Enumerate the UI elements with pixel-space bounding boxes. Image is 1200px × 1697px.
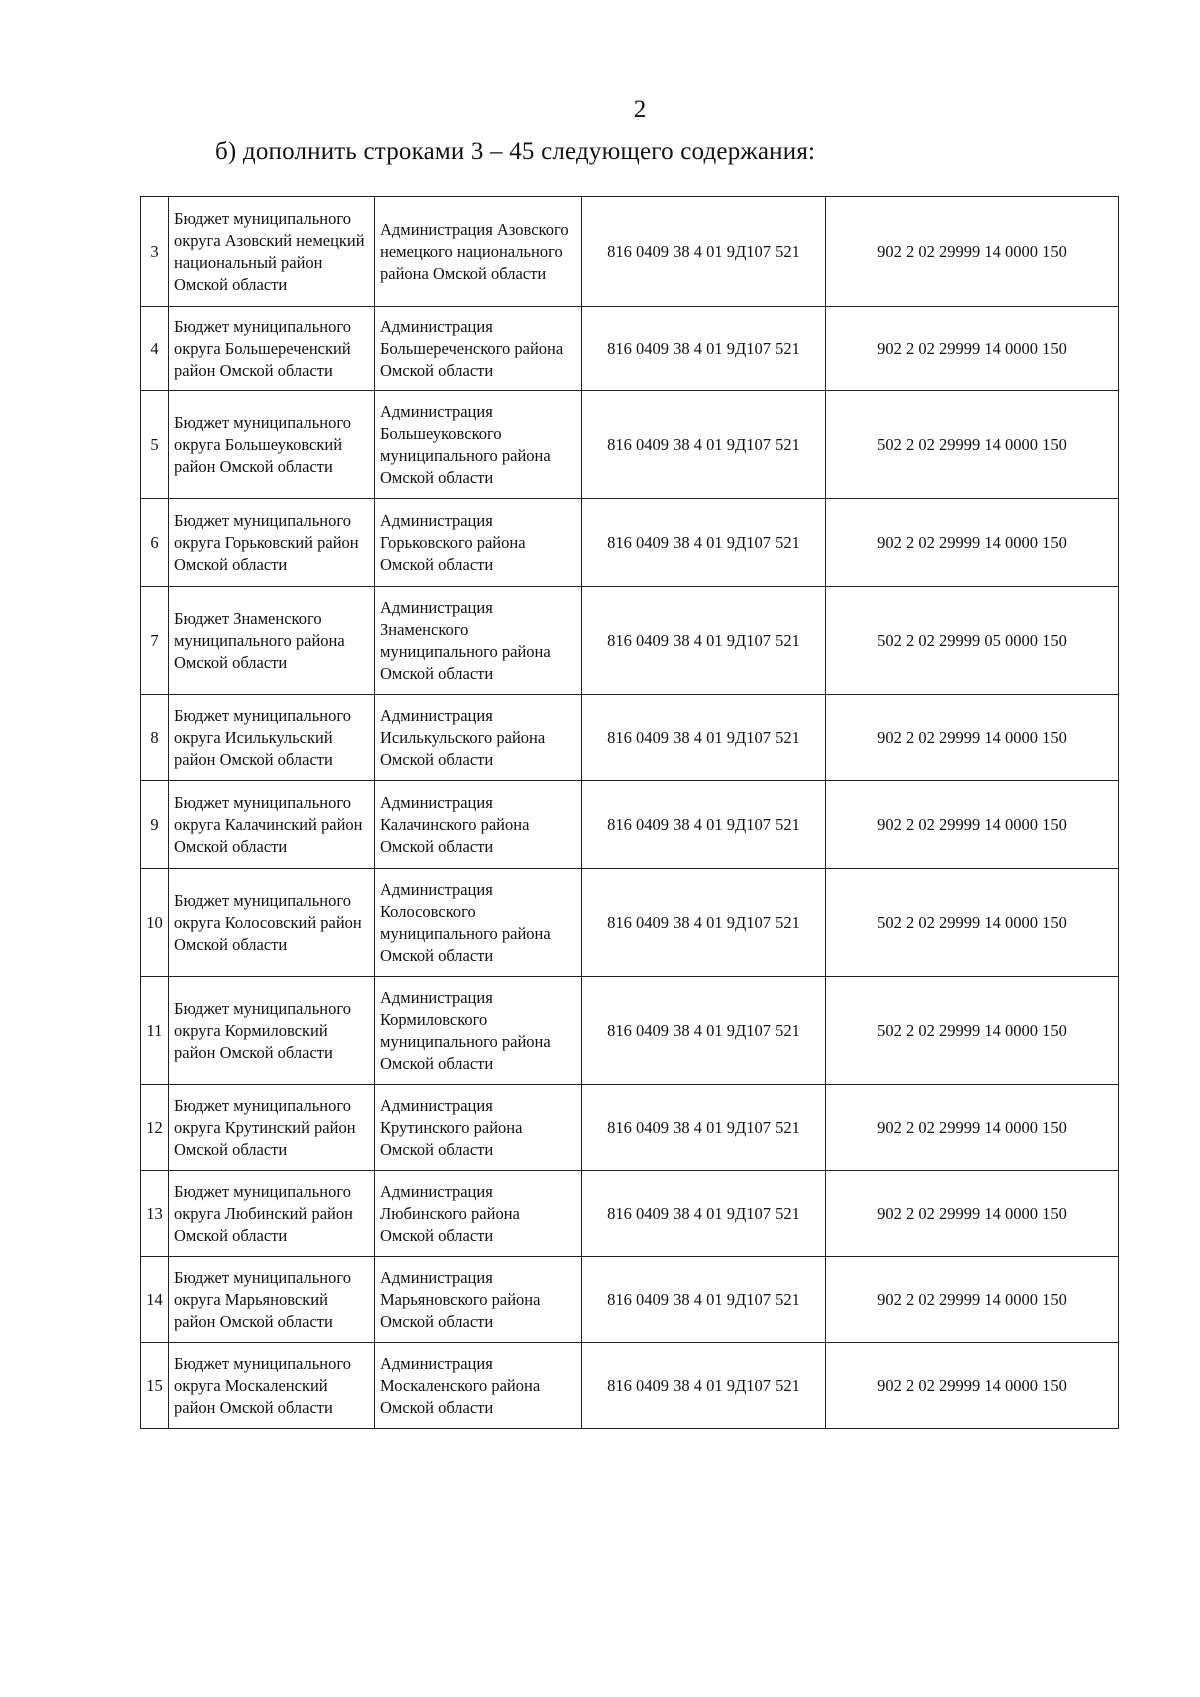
expense-code: 816 0409 38 4 01 9Д107 521 [582,781,826,869]
expense-code: 816 0409 38 4 01 9Д107 521 [582,695,826,781]
table-row [141,1085,1119,1171]
budget-name: Бюджет муниципального округа Большеуковский район Омской области [169,391,375,499]
administrator-name: Администрация Любинского района Омской области [375,1171,582,1257]
revenue-code: 502 2 02 29999 14 0000 150 [826,869,1119,977]
budget-name: Бюджет муниципального округа Колосовский район Омской области [169,869,375,977]
expense-code: 816 0409 38 4 01 9Д107 521 [582,587,826,695]
administrator-name: Администрация Кормиловского муниципального района Омской области [375,977,582,1085]
budget-name: Бюджет муниципального округа Горьковский район Омской области [169,499,375,587]
budget-table [140,196,1119,1429]
administrator-name: Администрация Исилькульского района Омской области [375,695,582,781]
revenue-code: 902 2 02 29999 14 0000 150 [826,499,1119,587]
budget-name: Бюджет муниципального округа Марьяновский район Омской области [169,1257,375,1343]
expense-code: 816 0409 38 4 01 9Д107 521 [582,197,826,307]
table-row [141,695,1119,781]
revenue-code: 502 2 02 29999 14 0000 150 [826,977,1119,1085]
expense-code: 816 0409 38 4 01 9Д107 521 [582,869,826,977]
revenue-code: 902 2 02 29999 14 0000 150 [826,1257,1119,1343]
budget-name: Бюджет муниципального округа Исилькульский район Омской области [169,695,375,781]
row-number: 15 [141,1343,169,1429]
administrator-name: Администрация Горьковского района Омской области [375,499,582,587]
revenue-code: 902 2 02 29999 14 0000 150 [826,1343,1119,1429]
row-number: 14 [141,1257,169,1343]
administrator-name: Администрация Большереченского района Омской области [375,307,582,391]
expense-code: 816 0409 38 4 01 9Д107 521 [582,1257,826,1343]
administrator-name: Администрация Азовского немецкого национального района Омской области [375,197,582,307]
expense-code: 816 0409 38 4 01 9Д107 521 [582,977,826,1085]
table-row [141,499,1119,587]
revenue-code: 902 2 02 29999 14 0000 150 [826,695,1119,781]
expense-code: 816 0409 38 4 01 9Д107 521 [582,1085,826,1171]
row-number: 8 [141,695,169,781]
table-row [141,1171,1119,1257]
table-row [141,1343,1119,1429]
intro-text: б) дополнить строками 3 – 45 следующего содержания: [215,138,816,165]
revenue-code: 502 2 02 29999 14 0000 150 [826,391,1119,499]
page-number: 2 [633,96,647,123]
row-number: 13 [141,1171,169,1257]
row-number: 10 [141,869,169,977]
budget-name: Бюджет муниципального округа Крутинский район Омской области [169,1085,375,1171]
row-number: 12 [141,1085,169,1171]
row-number: 9 [141,781,169,869]
row-number: 3 [141,197,169,307]
expense-code: 816 0409 38 4 01 9Д107 521 [582,1171,826,1257]
administrator-name: Администрация Крутинского района Омской области [375,1085,582,1171]
expense-code: 816 0409 38 4 01 9Д107 521 [582,1343,826,1429]
table-row [141,307,1119,391]
table-row [141,197,1119,307]
budget-name: Бюджет муниципального округа Кормиловский район Омской области [169,977,375,1085]
table-row [141,587,1119,695]
revenue-code: 502 2 02 29999 05 0000 150 [826,587,1119,695]
table-row [141,1257,1119,1343]
budget-name: Бюджет Знаменского муниципального района Омской области [169,587,375,695]
row-number: 11 [141,977,169,1085]
administrator-name: Администрация Знаменского муниципального района Омской области [375,587,582,695]
row-number: 6 [141,499,169,587]
administrator-name: Администрация Калачинского района Омской области [375,781,582,869]
table-row [141,977,1119,1085]
administrator-name: Администрация Большеуковского муниципального района Омской области [375,391,582,499]
budget-name: Бюджет муниципального округа Большереченский район Омской области [169,307,375,391]
row-number: 7 [141,587,169,695]
table-row [141,869,1119,977]
administrator-name: Администрация Марьяновского района Омской области [375,1257,582,1343]
table-row [141,781,1119,869]
revenue-code: 902 2 02 29999 14 0000 150 [826,307,1119,391]
expense-code: 816 0409 38 4 01 9Д107 521 [582,499,826,587]
table-body [141,197,1119,1429]
row-number: 5 [141,391,169,499]
row-number: 4 [141,307,169,391]
expense-code: 816 0409 38 4 01 9Д107 521 [582,391,826,499]
budget-name: Бюджет муниципального округа Азовский немецкий национальный район Омской области [169,197,375,307]
revenue-code: 902 2 02 29999 14 0000 150 [826,1085,1119,1171]
expense-code: 816 0409 38 4 01 9Д107 521 [582,307,826,391]
revenue-code: 902 2 02 29999 14 0000 150 [826,1171,1119,1257]
budget-name: Бюджет муниципального округа Калачинский район Омской области [169,781,375,869]
revenue-code: 902 2 02 29999 14 0000 150 [826,197,1119,307]
administrator-name: Администрация Москаленского района Омской области [375,1343,582,1429]
revenue-code: 902 2 02 29999 14 0000 150 [826,781,1119,869]
budget-name: Бюджет муниципального округа Любинский район Омской области [169,1171,375,1257]
table-row [141,391,1119,499]
budget-name: Бюджет муниципального округа Москаленский район Омской области [169,1343,375,1429]
administrator-name: Администрация Колосовского муниципального района Омской области [375,869,582,977]
